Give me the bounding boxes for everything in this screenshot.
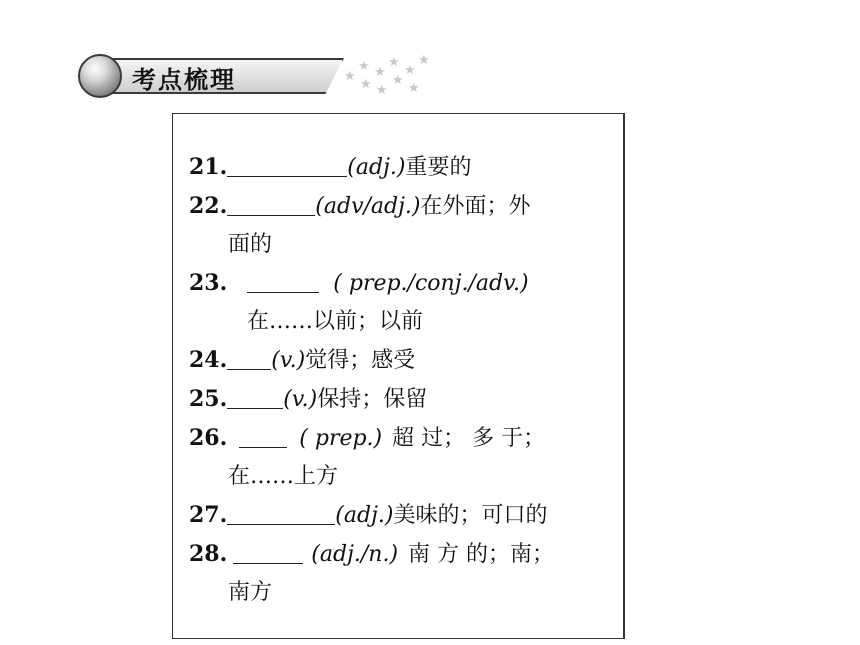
exercise-item-26-cont: 在……上方: [228, 464, 339, 489]
exercise-item-25: 25. (v.)保持；保留: [189, 386, 428, 412]
answer-blank[interactable]: [227, 152, 347, 177]
answer-blank[interactable]: [233, 539, 303, 564]
section-title: 考点梳理: [132, 66, 236, 94]
stars-icon: ★ ★ ★ ★ ★ ★ ★ ★ ★ ★: [344, 53, 430, 98]
exercise-item-28: 28. (adj./n.) 南 方 的；南；: [189, 541, 555, 567]
answer-blank[interactable]: [227, 345, 271, 370]
answer-blank[interactable]: [227, 384, 283, 409]
exercise-item-28-cont: 南方: [228, 580, 273, 605]
exercise-item-22: 22. (adv/adj.)在外面；外: [189, 193, 531, 219]
exercise-frame: [172, 113, 625, 639]
section-banner: [78, 52, 430, 102]
exercise-item-22-cont: 面的: [228, 232, 273, 257]
exercise-item-27: 27. (adj.)美味的；可口的: [189, 502, 548, 528]
exercise-item-21: 21. (adj.)重要的: [189, 154, 472, 180]
orb-icon: [78, 54, 122, 98]
answer-blank[interactable]: [239, 423, 287, 448]
exercise-item-23-cont: 在……以前；以前: [247, 309, 424, 334]
answer-blank[interactable]: [227, 500, 335, 525]
exercise-item-23: 23. ( prep./conj./adv.): [189, 270, 529, 296]
exercise-item-24: 24. (v.)觉得；感受: [189, 347, 416, 373]
exercise-item-26: 26. ( prep.) 超 过； 多 于；: [189, 425, 546, 451]
answer-blank[interactable]: [247, 268, 319, 293]
answer-blank[interactable]: [227, 191, 315, 216]
exercise-list: [189, 148, 614, 612]
